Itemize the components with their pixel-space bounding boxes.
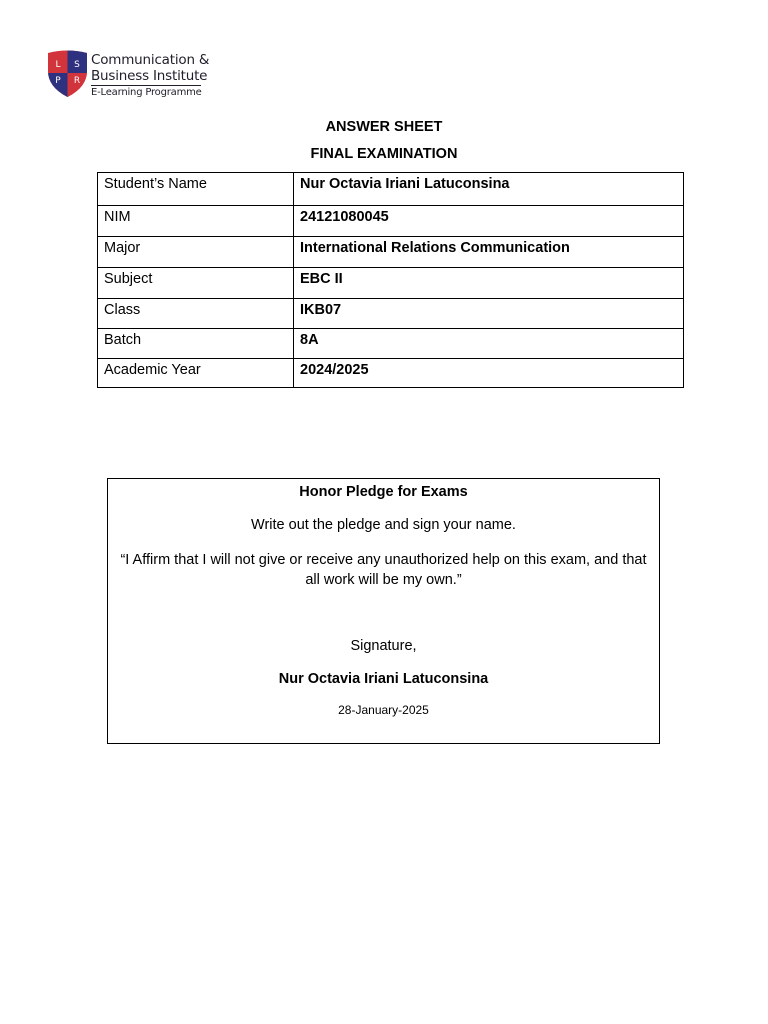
shield-letter-r: R bbox=[73, 76, 81, 86]
signer-name: Nur Octavia Iriani Latuconsina bbox=[278, 671, 489, 687]
pledge-instruction: Write out the pledge and sign your name. bbox=[251, 517, 516, 533]
honor-pledge-box bbox=[107, 478, 660, 744]
signature-date: 28-January-2025 bbox=[338, 703, 429, 717]
logo-line-business-institute: Business Institute bbox=[91, 68, 208, 84]
row-value: International Relations Communication bbox=[294, 237, 684, 268]
row-label: Class bbox=[98, 299, 294, 329]
shield-letter-p: P bbox=[55, 76, 61, 86]
table-row bbox=[98, 268, 684, 299]
logo-wordmark bbox=[91, 52, 221, 99]
row-value: 8A bbox=[294, 329, 684, 359]
row-value: 24121080045 bbox=[294, 206, 684, 237]
row-label: Subject bbox=[98, 268, 294, 299]
pledge-statement: “I Affirm that I will not give or receive any unauthorized help on this exam, and that all work will be my own.” bbox=[120, 552, 647, 588]
row-value: IKB07 bbox=[294, 299, 684, 329]
table-row bbox=[98, 173, 684, 206]
lspr-shield-icon bbox=[47, 49, 88, 98]
signature-label: Signature, bbox=[350, 638, 417, 654]
document-title: ANSWER SHEET bbox=[325, 119, 443, 135]
row-label: Academic Year bbox=[98, 359, 294, 388]
table-row bbox=[98, 206, 684, 237]
row-label: NIM bbox=[98, 206, 294, 237]
table-row bbox=[98, 329, 684, 359]
document-subtitle: FINAL EXAMINATION bbox=[310, 146, 458, 162]
shield-letter-s: S bbox=[74, 60, 80, 70]
row-label: Major bbox=[98, 237, 294, 268]
row-value: EBC II bbox=[294, 268, 684, 299]
logo-line-elearning: E-Learning Programme bbox=[91, 87, 202, 98]
row-label: Student’s Name bbox=[98, 173, 294, 206]
student-info-table bbox=[97, 172, 684, 388]
row-label: Batch bbox=[98, 329, 294, 359]
institute-logo bbox=[47, 49, 217, 101]
pledge-title: Honor Pledge for Exams bbox=[299, 484, 468, 500]
shield-letter-l: L bbox=[55, 60, 61, 70]
row-value: 2024/2025 bbox=[294, 359, 684, 388]
row-value: Nur Octavia Iriani Latuconsina bbox=[294, 173, 684, 206]
table-row bbox=[98, 359, 684, 388]
table-row bbox=[98, 237, 684, 268]
logo-line-communication: Communication & bbox=[91, 52, 210, 68]
table-row bbox=[98, 299, 684, 329]
